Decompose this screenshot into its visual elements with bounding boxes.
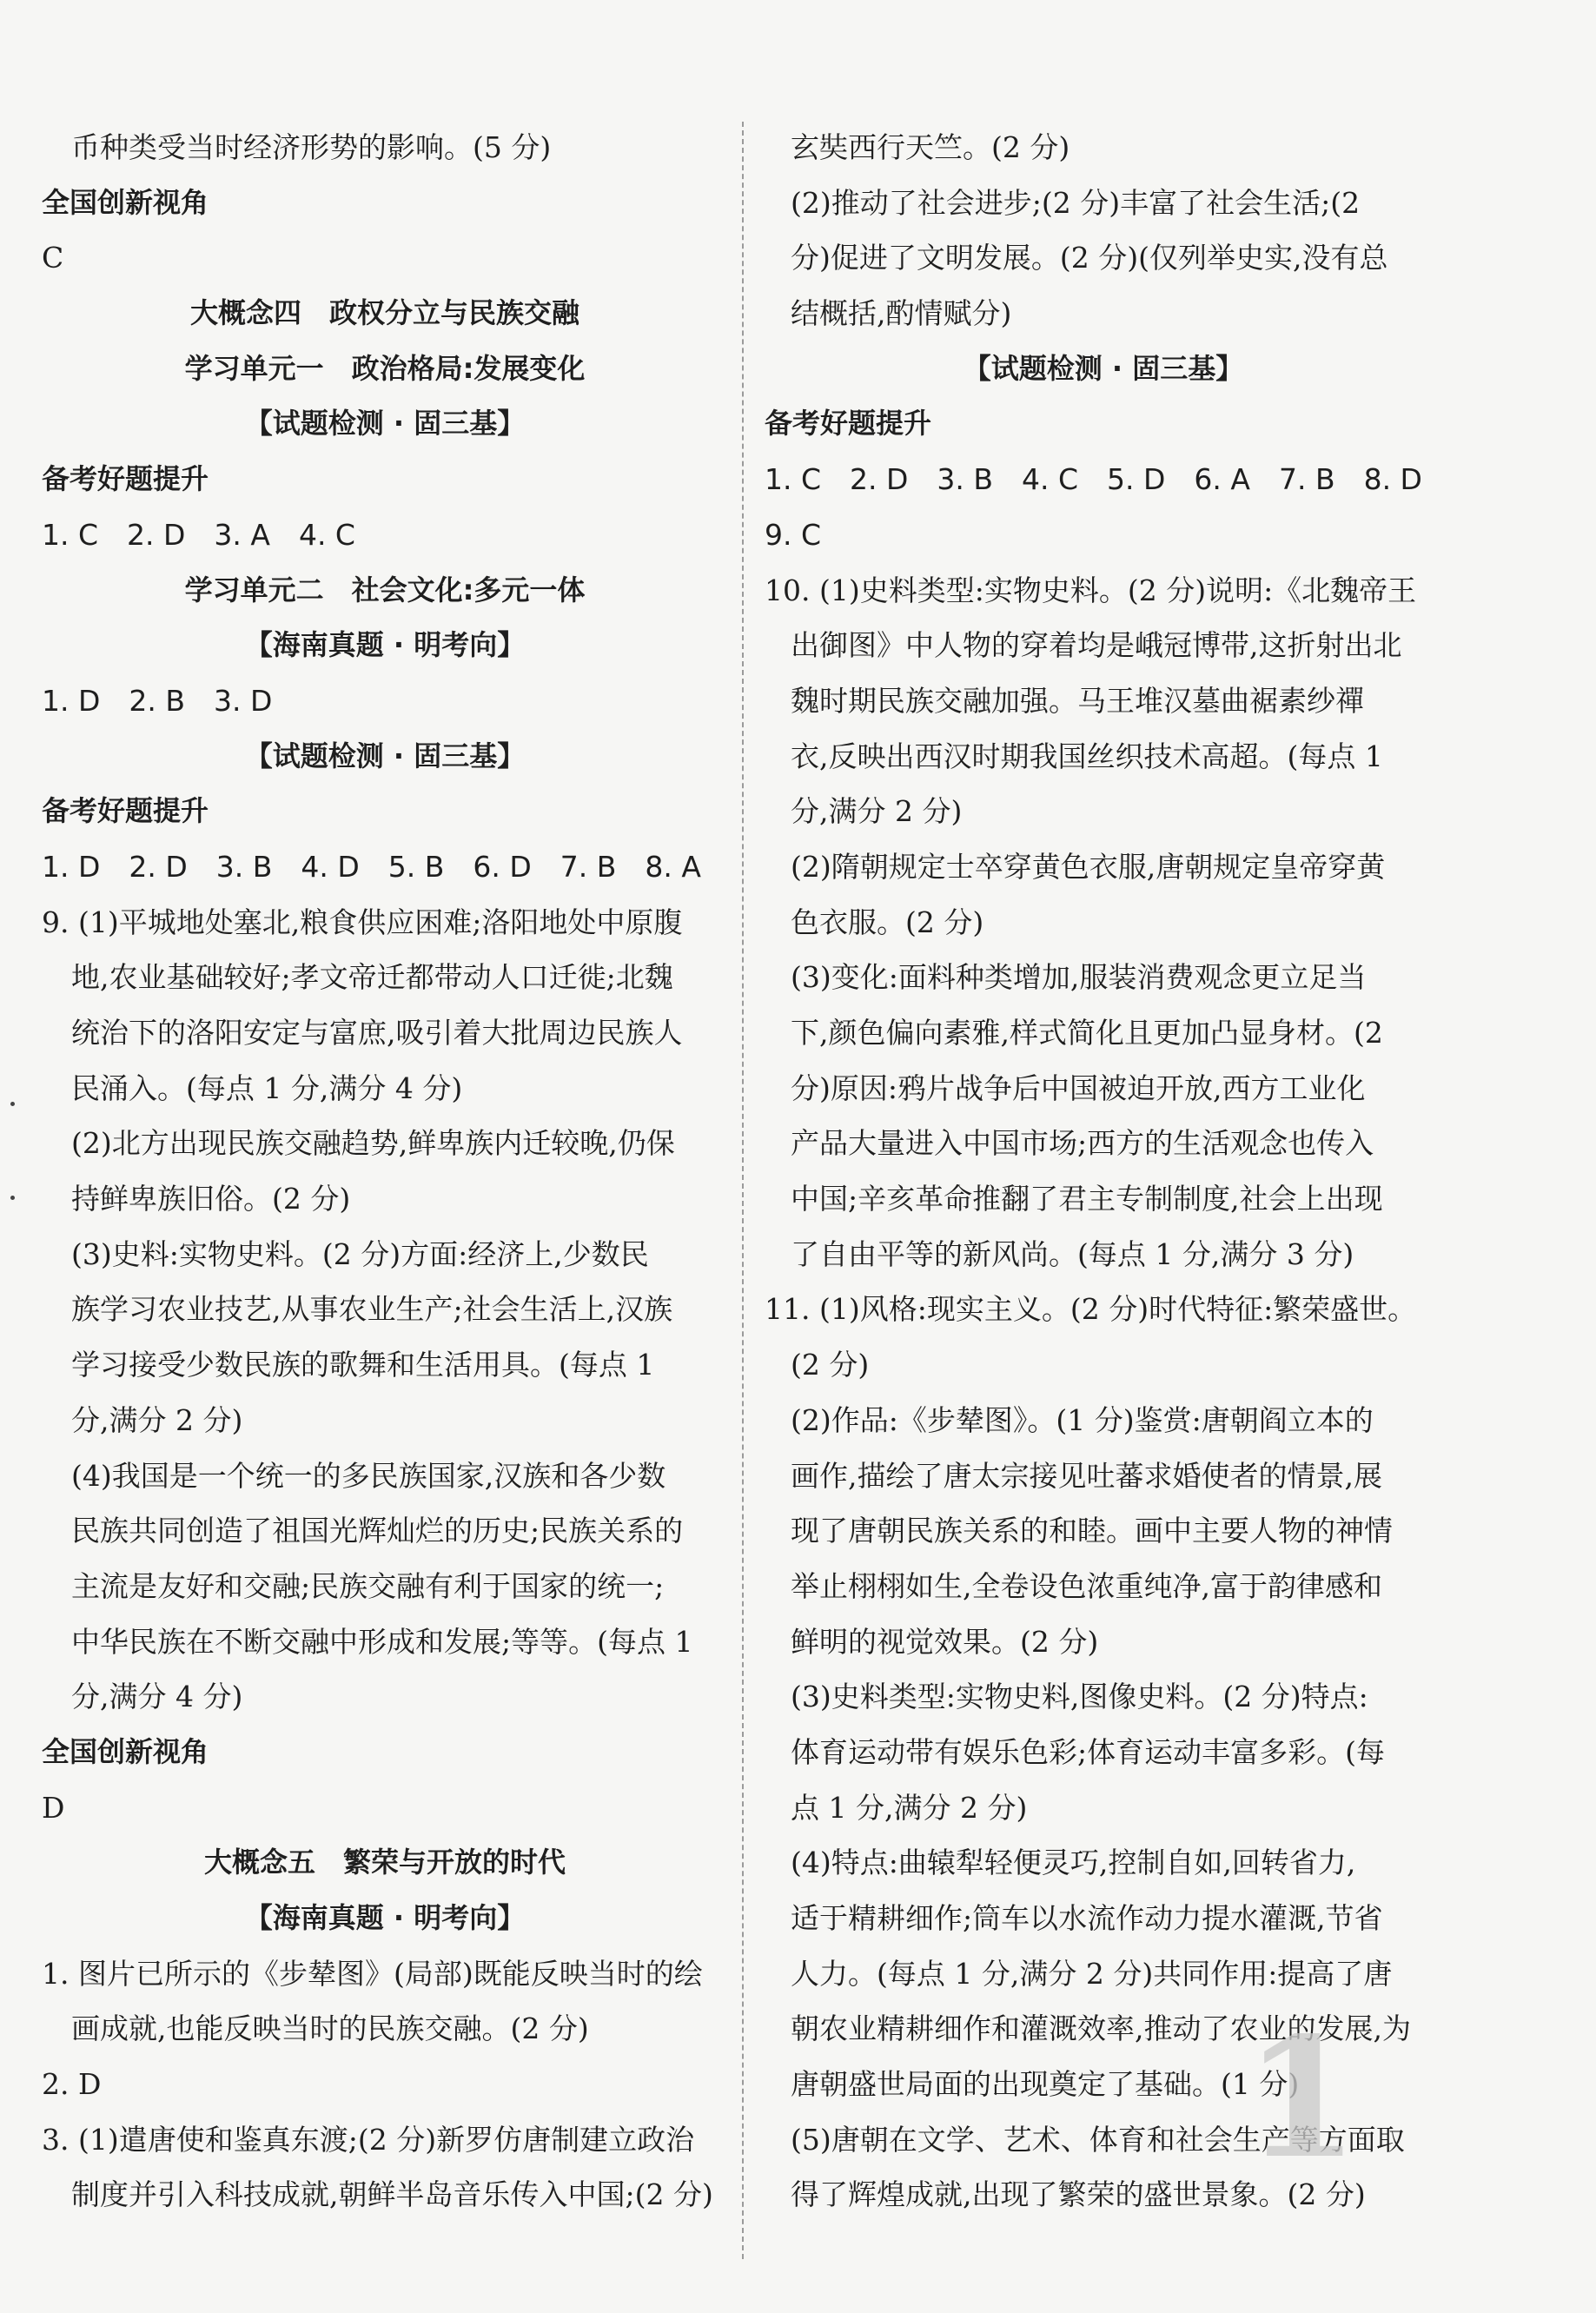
- text-line: 鲜明的视觉效果。(2 分): [791, 1624, 1099, 1659]
- text-line: (2)作品:《步辇图》。(1 分)鉴赏:唐朝阎立本的: [791, 1402, 1374, 1437]
- text-line: (2 分): [791, 1348, 870, 1382]
- text-line: 点 1 分,满分 2 分): [791, 1790, 1028, 1825]
- text-line: 现了唐朝民族关系的和睦。画中主要人物的神情: [791, 1514, 1393, 1548]
- section-label: 备考好题提升: [765, 407, 932, 441]
- text-line: 结概括,酌情赋分): [791, 296, 1012, 331]
- text-line: 中国;辛亥革命推翻了君主专制制度,社会上出现: [791, 1182, 1383, 1216]
- text-line: 画作,描绘了唐太宗接见吐蕃求婚使者的情景,展: [791, 1458, 1382, 1493]
- right-column: [765, 120, 1442, 2223]
- margin-mark: [10, 1102, 15, 1106]
- text-line: 币种类受当时经济形势的影响。(5 分): [71, 130, 552, 164]
- margin-mark: [10, 1196, 15, 1200]
- chapter-heading: 大概念五 繁荣与开放的时代: [203, 1846, 566, 1879]
- answer-line: D: [42, 1790, 65, 1825]
- text-line: 举止栩栩如生,全卷设色浓重纯净,富于韵律感和: [791, 1568, 1382, 1603]
- text-line: 9. (1)平城地处塞北,粮食供应困难;洛阳地处中原腹: [42, 905, 683, 939]
- text-line: (2)北方出现民族交融趋势,鲜卑族内迁较晚,仍保: [71, 1126, 675, 1161]
- text-line: 10. (1)史料类型:实物史料。(2 分)说明:《北魏帝王: [765, 573, 1417, 607]
- text-line: 唐朝盛世局面的出现奠定了基础。(1 分): [791, 2067, 1300, 2102]
- section-heading: 【试题检测 · 固三基】: [244, 739, 526, 772]
- text-line: 族学习农业技艺,从事农业生产;社会生活上,汉族: [71, 1292, 673, 1327]
- answer-line: 1. C 2. D 3. A 4. C: [42, 517, 355, 552]
- text-line: 分,满分 2 分): [71, 1402, 243, 1437]
- text-line: 了自由平等的新风尚。(每点 1 分,满分 3 分): [791, 1236, 1354, 1271]
- text-line: 1. 图片已所示的《步辇图》(局部)既能反映当时的绘: [42, 1956, 703, 1991]
- answer-line: 2. D: [42, 2067, 102, 2102]
- text-line: 朝农业精耕细作和灌溉效率,推动了农业的发展,为: [791, 2011, 1411, 2046]
- text-line: 出御图》中人物的穿着均是峨冠博带,这折射出北: [791, 628, 1402, 663]
- section-label: 备考好题提升: [42, 794, 209, 828]
- text-line: 地,农业基础较好;孝文帝迁都带动人口迁徙;北魏: [71, 960, 673, 995]
- answer-line: 1. D 2. B 3. D: [42, 683, 273, 718]
- page-number: 1: [1244, 2001, 1360, 2195]
- answer-line: 1. C 2. D 3. B 4. C 5. D 6. A 7. B 8. D: [765, 462, 1422, 497]
- text-line: 色衣服。(2 分): [791, 905, 984, 939]
- unit-heading: 学习单元二 社会文化:多元一体: [184, 573, 586, 606]
- section-heading: 【海南真题 · 明考向】: [244, 628, 526, 662]
- text-line: (3)史料:实物史料。(2 分)方面:经济上,少数民: [71, 1236, 649, 1271]
- text-line: (2)隋朝规定士卒穿黄色衣服,唐朝规定皇帝穿黄: [791, 849, 1386, 884]
- text-line: 得了辉煌成就,出现了繁荣的盛世景象。(2 分): [791, 2177, 1366, 2212]
- text-line: 持鲜卑族旧俗。(2 分): [71, 1182, 351, 1216]
- text-line: 主流是友好和交融;民族交融有利于国家的统一;: [71, 1568, 665, 1603]
- text-line: 11. (1)风格:现实主义。(2 分)时代特征:繁荣盛世。: [765, 1292, 1417, 1327]
- text-line: 分)促进了文明发展。(2 分)(仅列举史实,没有总: [791, 241, 1388, 275]
- text-line: 人力。(每点 1 分,满分 2 分)共同作用:提高了唐: [791, 1956, 1393, 1991]
- text-line: (3)史料类型:实物史料,图像史料。(2 分)特点:: [791, 1680, 1368, 1714]
- text-line: 适于精耕细作;筒车以水流作动力提水灌溉,节省: [791, 1901, 1383, 1935]
- text-line: (3)变化:面料种类增加,服装消费观念更立足当: [791, 960, 1367, 995]
- text-line: 分,满分 4 分): [71, 1680, 243, 1714]
- text-line: 学习接受少数民族的歌舞和生活用具。(每点 1: [71, 1348, 655, 1382]
- text-line: 民族共同创造了祖国光辉灿烂的历史;民族关系的: [71, 1514, 684, 1548]
- text-line: 玄奘西行天竺。(2 分): [791, 130, 1070, 164]
- text-line: 3. (1)遣唐使和鉴真东渡;(2 分)新罗仿唐制建立政治: [42, 2122, 695, 2157]
- text-line: 画成就,也能反映当时的民族交融。(2 分): [71, 2011, 589, 2046]
- text-line: (5)唐朝在文学、艺术、体育和社会生产等方面取: [791, 2122, 1405, 2157]
- section-label: 全国创新视角: [42, 1734, 209, 1768]
- column-divider: [742, 122, 744, 2259]
- text-line: (4)特点:曲辕犁轻便灵巧,控制自如,回转省力,: [791, 1846, 1356, 1880]
- section-heading: 【试题检测 · 固三基】: [963, 351, 1244, 385]
- text-line: 分)原因:鸦片战争后中国被迫开放,西方工业化: [791, 1070, 1366, 1105]
- chapter-heading: 大概念四 政权分立与民族交融: [189, 296, 579, 330]
- text-line: 中华民族在不断交融中形成和发展;等等。(每点 1: [71, 1624, 693, 1659]
- text-line: 体育运动带有娱乐色彩;体育运动丰富多彩。(每: [791, 1734, 1385, 1769]
- text-line: 衣,反映出西汉时期我国丝织技术高超。(每点 1: [791, 739, 1383, 773]
- text-line: 产品大量进入中国市场;西方的生活观念也传入: [791, 1126, 1374, 1161]
- text-line: 统治下的洛阳安定与富庶,吸引着大批周边民族人: [71, 1016, 683, 1050]
- text-line: 下,颜色偏向素雅,样式简化且更加凸显身材。(2: [791, 1016, 1383, 1050]
- unit-heading: 学习单元一 政治格局:发展变化: [184, 351, 586, 385]
- text-line: (4)我国是一个统一的多民族国家,汉族和各少数: [71, 1458, 666, 1493]
- answer-line: 1. D 2. D 3. B 4. D 5. B 6. D 7. B 8. A: [42, 849, 701, 884]
- text-line: 民涌入。(每点 1 分,满分 4 分): [71, 1070, 463, 1105]
- text-line: 分,满分 2 分): [791, 794, 963, 829]
- text-line: 制度并引入科技成就,朝鲜半岛音乐传入中国;(2 分): [71, 2177, 713, 2212]
- answer-line: 9. C: [765, 517, 822, 552]
- text-line: 魏时期民族交融加强。马王堆汉墓曲裾素纱禪: [791, 683, 1364, 718]
- section-label: 全国创新视角: [42, 185, 209, 219]
- section-label: 备考好题提升: [42, 462, 209, 496]
- section-heading: 【海南真题 · 明考向】: [244, 1901, 526, 1934]
- text-line: (2)推动了社会进步;(2 分)丰富了社会生活;(2: [791, 185, 1361, 220]
- left-column: [42, 120, 728, 2223]
- answer-line: C: [42, 241, 64, 275]
- section-heading: 【试题检测 · 固三基】: [244, 407, 526, 441]
